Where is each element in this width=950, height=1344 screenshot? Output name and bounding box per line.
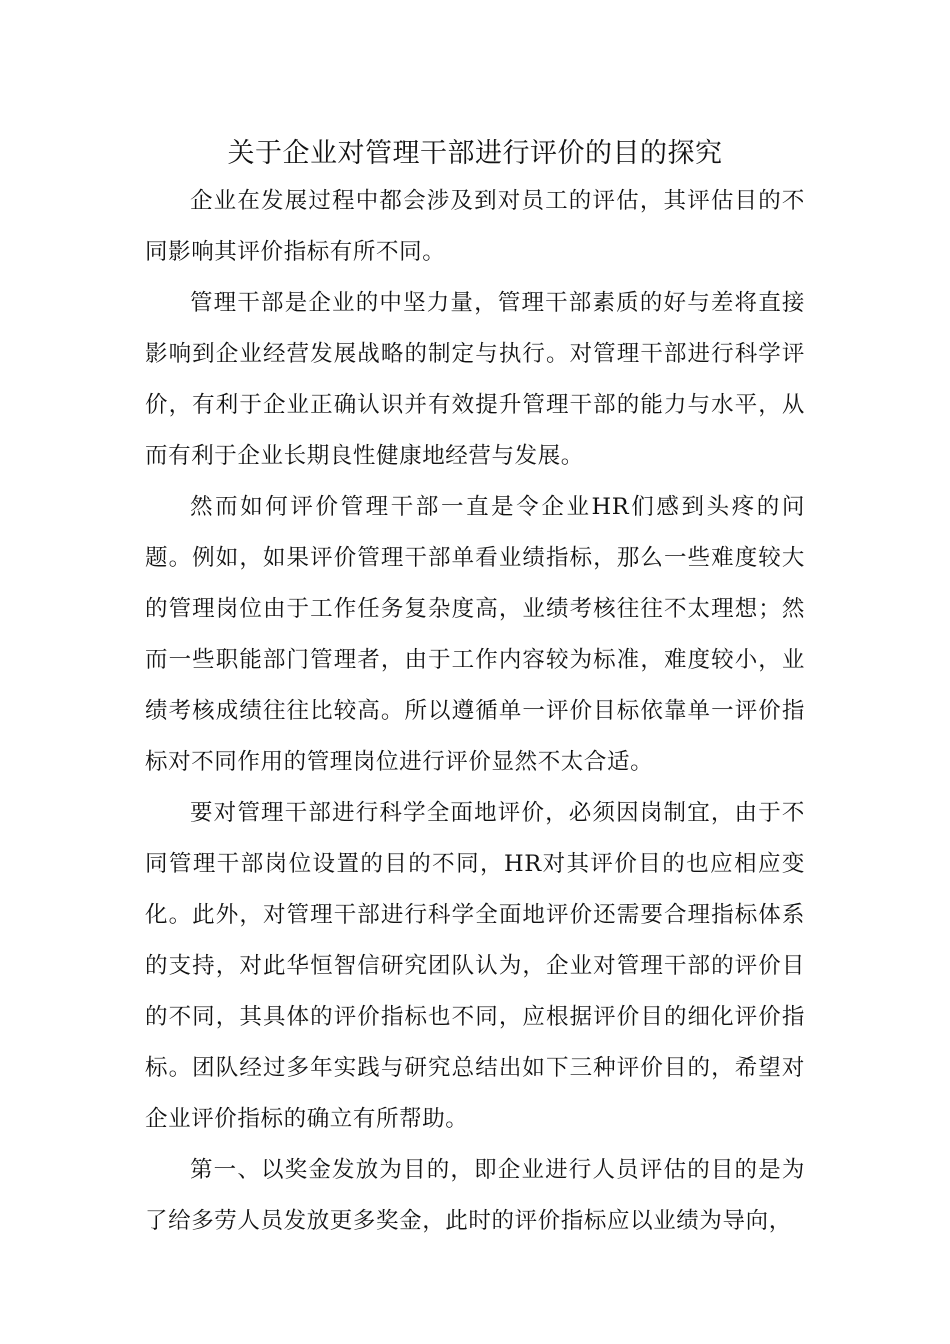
document-body	[145, 176, 805, 1247]
paragraph-4: 要对管理干部进行科学全面地评价，必须因岗制宜，由于不同管理干部岗位设置的目的不同，HR对其评价目的也应相应变化。此外，对管理干部进行科学全面地评价还需要合理指标体系的支持，对此华恒智信研究团队认为，企业对管理干部的评价目的不同，其具体的评价指标也不同，应根据评价目的细化评价指标。团队经过多年实践与研究总结出如下三种评价目的，希望对企业评价指标的确立有所帮助。	[145, 800, 805, 1132]
paragraph-1: 企业在发展过程中都会涉及到对员工的评估，其评估目的不同影响其评价指标有所不同。	[145, 188, 805, 265]
paragraph-5: 第一、以奖金发放为目的，即企业进行人员评估的目的是为了给多劳人员发放更多奖金，此时的评价指标应以业绩为导向，	[145, 1157, 805, 1234]
paragraph-2: 管理干部是企业的中坚力量，管理干部素质的好与差将直接影响到企业经营发展战略的制定与执行。对管理干部进行科学评价，有利于企业正确认识并有效提升管理干部的能力与水平，从而有利于企业长期良性健康地经营与发展。	[145, 290, 805, 469]
paragraph-3: 然而如何评价管理干部一直是令企业HR们感到头疼的问题。例如，如果评价管理干部单看业绩指标，那么一些难度较大的管理岗位由于工作任务复杂度高，业绩考核往往不太理想；然而一些职能部门管理者，由于工作内容较为标准，难度较小，业绩考核成绩往往比较高。所以遵循单一评价目标依靠单一评价指标对不同作用的管理岗位进行评价显然不太合适。	[145, 494, 805, 775]
document-title: 关于企业对管理干部进行评价的目的探究	[227, 138, 723, 169]
